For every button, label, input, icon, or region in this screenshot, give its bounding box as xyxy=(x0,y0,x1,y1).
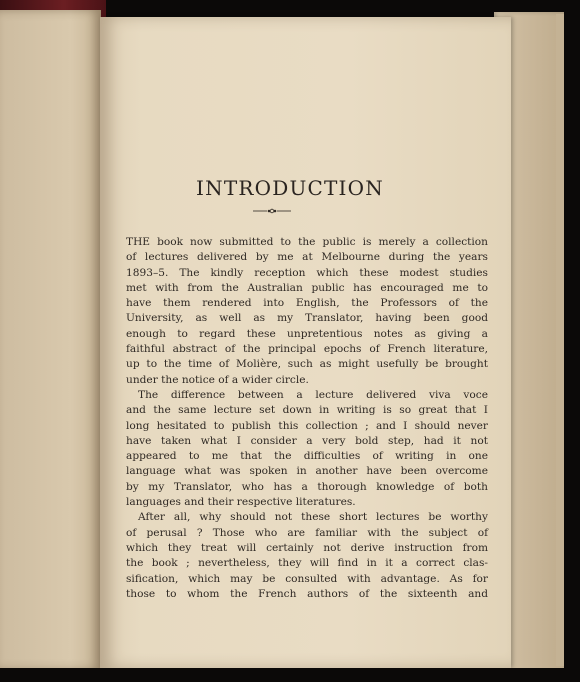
text-line: of lectures delivered by me at Melbourne during the years xyxy=(126,251,488,264)
page-stack-edge xyxy=(556,14,564,666)
left-page xyxy=(0,10,101,670)
text-line: have taken what I consider a very bold step, had it not xyxy=(126,434,488,447)
chapter-heading: INTRODUCTION xyxy=(196,176,384,200)
text-line: language what was spoken in another have been overcome xyxy=(126,465,488,478)
text-line: faithful abstract of the principal epochs of French literature, xyxy=(126,343,488,356)
text-line: THE book now submitted to the public is merely a collection xyxy=(126,236,488,248)
text-line: up to the time of Molière, such as might usefully be brought xyxy=(126,358,488,371)
text-line: the book ; nevertheless, they will find in it a correct clas- xyxy=(126,557,488,570)
text-line: which they treat will certainly not derive instruction from xyxy=(126,541,488,554)
text-line: under the notice of a wider circle. xyxy=(126,373,309,386)
bottom-shadow xyxy=(0,668,580,682)
text-line: have them rendered into English, the Professors of the xyxy=(126,297,488,310)
text-line: enough to regard these unpretentious notes as giving a xyxy=(126,327,488,340)
text-line: sification, which may be consulted with advantage. As for xyxy=(126,572,488,585)
text-line: University, as well as my Translator, having been good xyxy=(126,312,488,325)
text-line: those to whom the French authors of the sixteenth and xyxy=(126,587,488,600)
text-line: met with from the Australian public has encouraged me to xyxy=(126,281,488,294)
text-line: The difference between a lecture delivered viva voce xyxy=(138,388,488,401)
text-line: of perusal ? Those who are familiar with the subject of xyxy=(126,526,488,539)
text-line: and the same lecture set down in writing is so great that I xyxy=(126,404,488,417)
body-text xyxy=(126,235,488,602)
text-line: languages and their respective literatures. xyxy=(126,496,356,509)
text-line: long hesitated to publish this collection ; and I should never xyxy=(126,419,488,432)
text-line: 1893–5. The kindly reception which these modest studies xyxy=(126,266,488,279)
text-line: by my Translator, who has a thorough knowledge of both xyxy=(126,480,488,493)
text-line: appeared to me that the difficulties of writing in one xyxy=(126,450,488,463)
text-line: After all, why should not these short lectures be worthy xyxy=(138,511,488,524)
heading-ornament xyxy=(252,206,292,216)
